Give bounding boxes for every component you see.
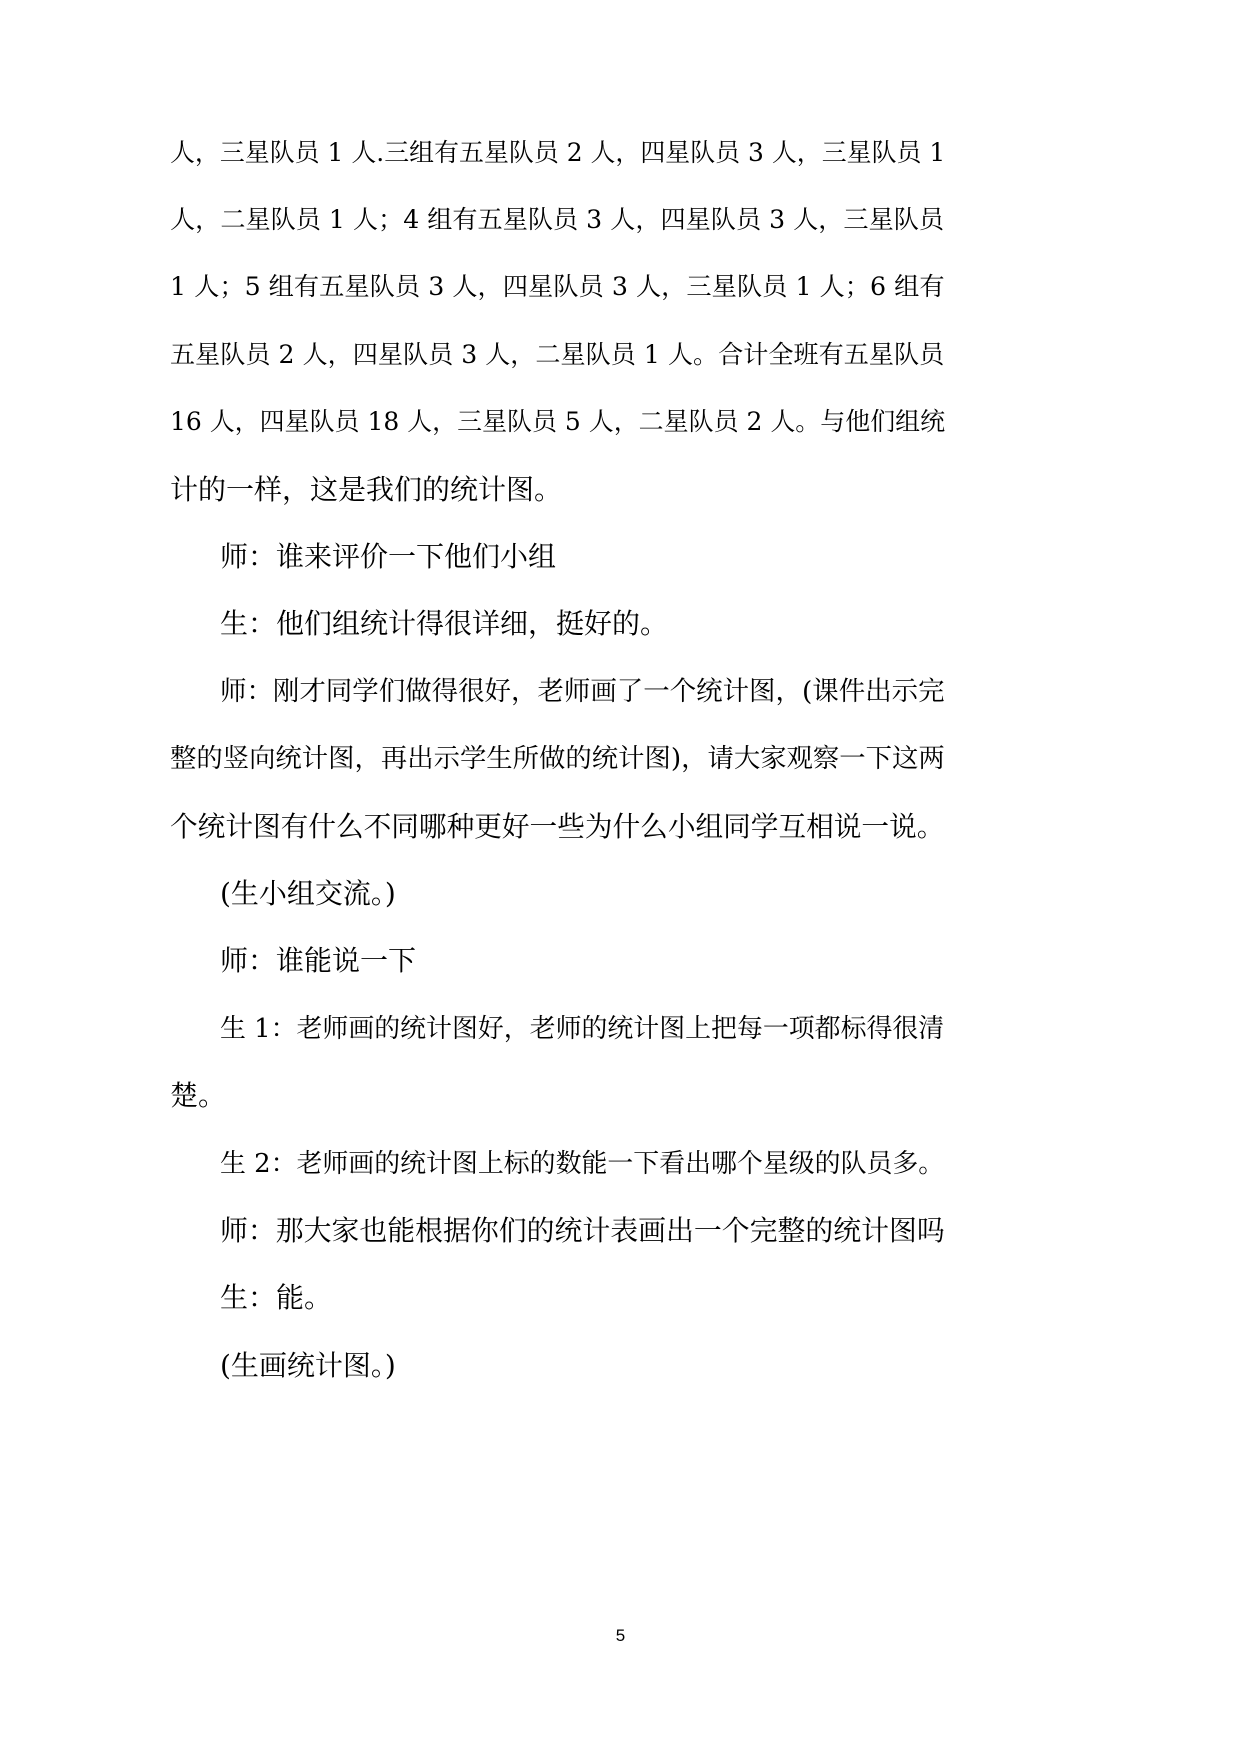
text-line: 师：谁来评价一下他们小组 [220,540,557,573]
text-line: 楚。 [170,1079,227,1112]
text-line: 整的竖向统计图，再出示学生所做的统计图)，请大家观察一下这两 [170,744,945,774]
text-line: 生：能。 [220,1281,333,1314]
text-line: 五星队员 2 人，四星队员 3 人，二星队员 1 人。合计全班有五星队员 [170,340,945,369]
text-line: 生：他们组统计得很详细，挺好的。 [220,607,669,640]
text-line: 师：谁能说一下 [220,944,417,977]
text-line: (生画统计图。) [220,1349,396,1382]
text-line: 16 人，四星队员 18 人，三星队员 5 人，二星队员 2 人。与他们组统 [170,407,946,436]
page-number: 5 [615,1626,626,1645]
text-line: 人，二星队员 1 人；4 组有五星队员 3 人，四星队员 3 人，三星队员 [170,205,945,234]
text-line: 师：那大家也能根据你们的统计表画出一个完整的统计图吗 [220,1214,945,1247]
text-line: 生 2：老师画的统计图上标的数能一下看出哪个星级的队员多。 [220,1149,945,1179]
text-line: 个统计图有什么不同哪种更好一些为什么小组同学互相说一说。 [170,810,945,843]
text-line: 计的一样，这是我们的统计图。 [170,473,563,506]
text-line: 人，三星队员 1 人.三组有五星队员 2 人，四星队员 3 人，三星队员 1 [170,138,946,167]
text-line: 生 1：老师画的统计图好，老师的统计图上把每一项都标得很清 [220,1014,945,1044]
text-line: 师：刚才同学们做得很好，老师画了一个统计图，(课件出示完 [220,676,945,707]
text-line: (生小组交流。) [220,877,396,910]
text-line: 1 人；5 组有五星队员 3 人，四星队员 3 人，三星队员 1 人；6 组有 [170,272,945,301]
